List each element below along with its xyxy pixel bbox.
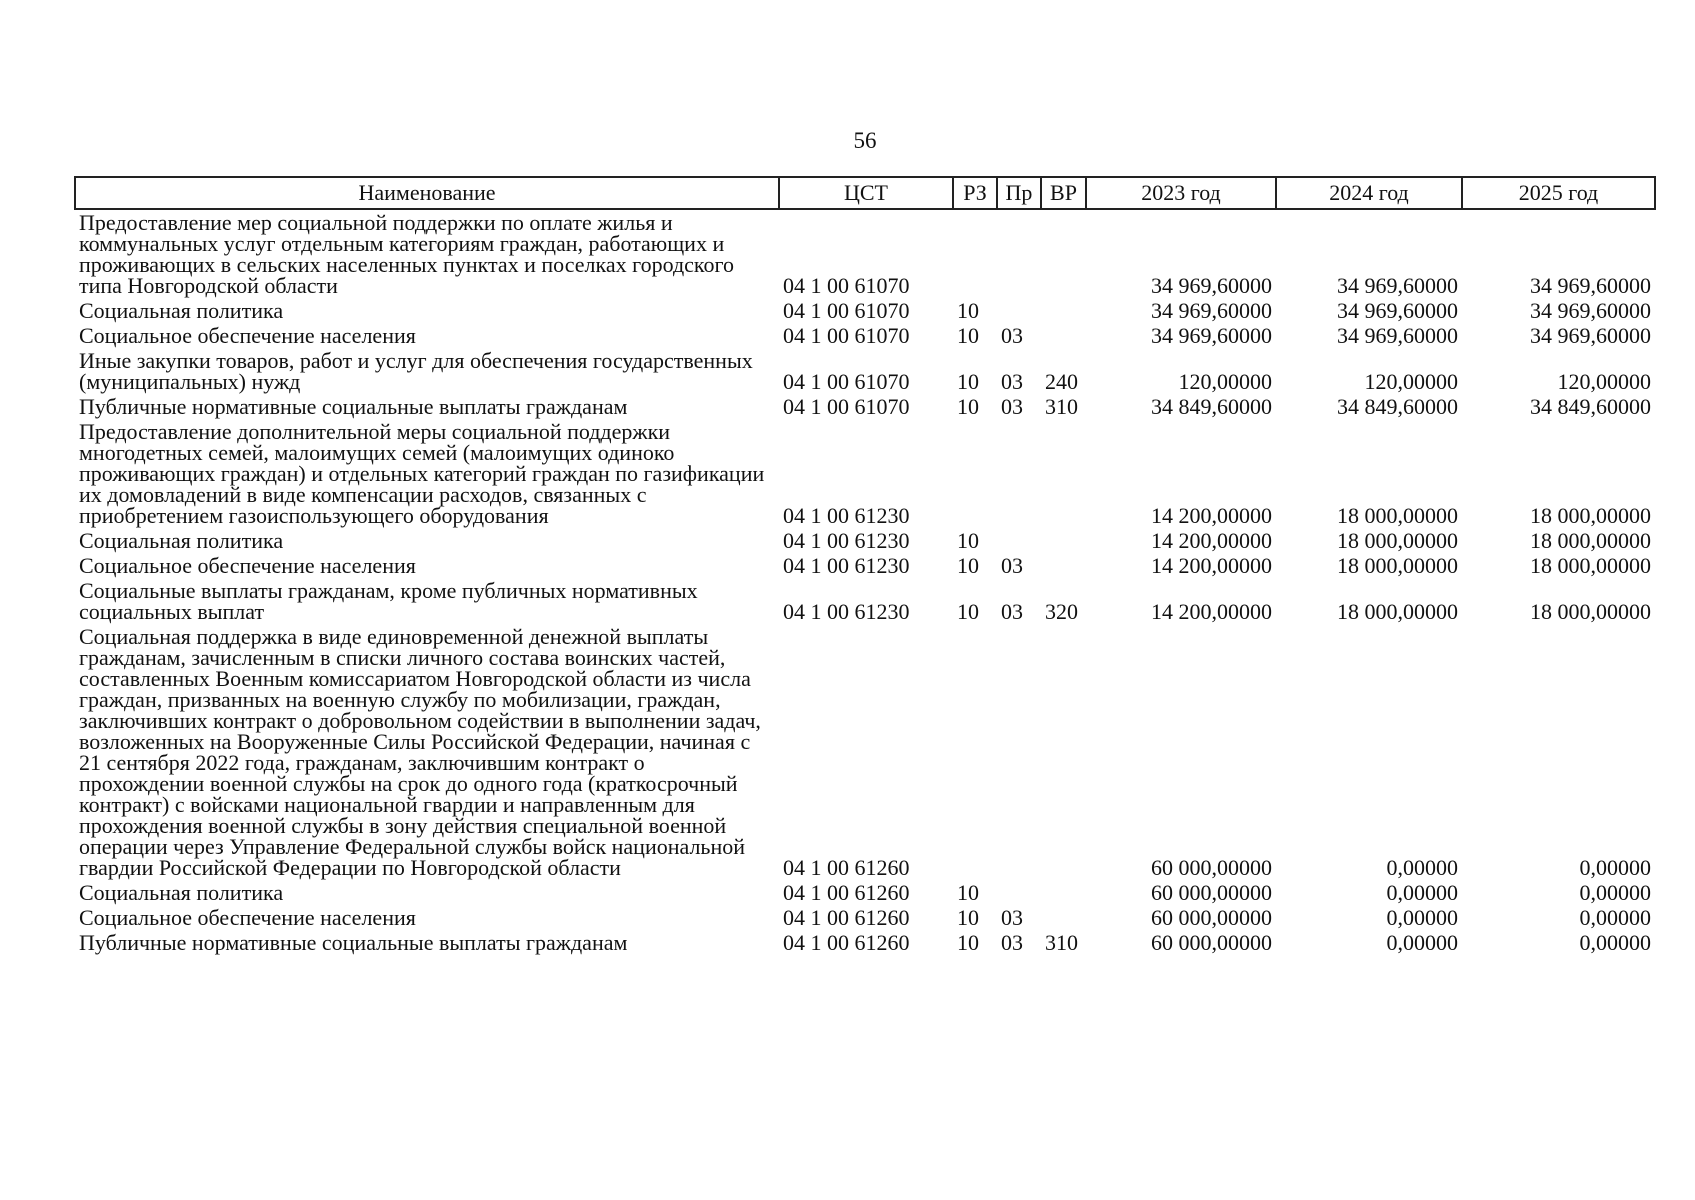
table-header <box>75 177 1655 209</box>
row-pr: 03 <box>1001 905 1023 930</box>
row-rz <box>953 419 997 528</box>
row-cst: 04 1 00 61070 <box>783 369 910 394</box>
row-rz <box>953 209 997 298</box>
row-cst: 04 1 00 61260 <box>783 930 910 955</box>
row-value-2023: 14 200,00000 <box>1151 553 1272 578</box>
row-rz: 10 <box>957 528 979 553</box>
row-cst: 04 1 00 61070 <box>783 394 910 419</box>
row-value-2024: 18 000,00000 <box>1337 503 1458 528</box>
page-number: 56 <box>853 128 877 153</box>
row-vr: 320 <box>1045 599 1078 624</box>
header-vr: ВР <box>1041 177 1086 209</box>
row-value-2025: 0,00000 <box>1579 905 1651 930</box>
row-value-2025: 34 969,60000 <box>1530 273 1651 298</box>
row-value-2025: 18 000,00000 <box>1530 553 1651 578</box>
row-value-2024: 0,00000 <box>1386 930 1458 955</box>
table-row <box>75 905 1655 930</box>
row-value-2025: 34 849,60000 <box>1530 394 1651 419</box>
row-rz: 10 <box>957 880 979 905</box>
row-name: Предоставление дополнительной меры социальной поддержки многодетных семей, малоимущих семей (малоимущих одиноко проживающих граждан) и отдельных категорий граждан по газификации их домовладений в виде компенсации расходов, связанных с приобретением газоиспользующего оборудования <box>79 419 765 528</box>
row-value-2023: 60 000,00000 <box>1151 930 1272 955</box>
row-vr <box>1041 528 1086 553</box>
row-value-2024: 34 969,60000 <box>1337 298 1458 323</box>
row-name: Социальная политика <box>79 298 284 323</box>
row-name: Социальное обеспечение населения <box>79 553 416 578</box>
row-cst: 04 1 00 61230 <box>783 503 910 528</box>
header-pr: Пр <box>997 177 1041 209</box>
row-name: Предоставление мер социальной поддержки по оплате жилья и коммунальных услуг отдельным категориям граждан, работающих и проживающих в сельских населенных пунктах и поселках городского типа Новгородской области <box>79 210 734 298</box>
row-value-2024: 0,00000 <box>1386 905 1458 930</box>
row-value-2025: 0,00000 <box>1579 855 1651 880</box>
row-value-2023: 34 969,60000 <box>1151 273 1272 298</box>
row-value-2025: 34 969,60000 <box>1530 298 1651 323</box>
row-pr <box>997 624 1041 880</box>
row-value-2023: 60 000,00000 <box>1151 905 1272 930</box>
row-pr: 03 <box>1001 394 1023 419</box>
row-cst: 04 1 00 61260 <box>783 880 910 905</box>
row-value-2024: 34 969,60000 <box>1337 323 1458 348</box>
table-row <box>75 209 1655 298</box>
table-row <box>75 880 1655 905</box>
row-pr: 03 <box>1001 323 1023 348</box>
row-vr: 310 <box>1045 930 1078 955</box>
row-vr <box>1041 553 1086 578</box>
row-vr <box>1041 298 1086 323</box>
budget-table <box>74 176 1656 955</box>
row-value-2023: 14 200,00000 <box>1151 503 1272 528</box>
row-vr <box>1041 880 1086 905</box>
row-rz: 10 <box>957 553 979 578</box>
row-value-2023: 14 200,00000 <box>1151 599 1272 624</box>
row-value-2023: 60 000,00000 <box>1151 855 1272 880</box>
row-name: Иные закупки товаров, работ и услуг для обеспечения государственных (муниципальных) нужд <box>79 348 753 394</box>
table-row <box>75 528 1655 553</box>
row-value-2025: 18 000,00000 <box>1530 528 1651 553</box>
header-name: Наименование <box>75 177 779 209</box>
table-row <box>75 930 1655 955</box>
row-cst: 04 1 00 61230 <box>783 599 910 624</box>
row-name: Социальная политика <box>79 528 284 553</box>
row-value-2024: 18 000,00000 <box>1337 599 1458 624</box>
row-cst: 04 1 00 61070 <box>783 298 910 323</box>
table-row <box>75 394 1655 419</box>
row-value-2025: 34 969,60000 <box>1530 323 1651 348</box>
row-vr: 310 <box>1045 394 1078 419</box>
row-value-2025: 0,00000 <box>1579 930 1651 955</box>
row-name: Социальная поддержка в виде единовременной денежной выплаты гражданам, зачисленным в списки личного состава воинских частей, составленных Военным комиссариатом Новгородской области из числа граждан, призванных на военную службу по мобилизации, граждан, заключивших контракт о добровольном содействии в выполнении задач, возложенных на Вооруженные Силы Российской Федерации, начиная с 21 сентября 2022 года, гражданам, заключившим контракт о прохождении военной службы на срок до одного года (краткосрочный контракт) с войсками национальной гвардии и направленным для прохождения военной службы в зону действия специальной военной операции через Управление Федеральной службы войск национальной гвардии Российской Федерации по Новгородской области <box>79 624 761 880</box>
row-vr <box>1041 905 1086 930</box>
row-name: Публичные нормативные социальные выплаты гражданам <box>79 930 628 955</box>
row-pr: 03 <box>1001 553 1023 578</box>
row-vr <box>1041 419 1086 528</box>
row-value-2025: 120,00000 <box>1557 369 1651 394</box>
table-body <box>75 209 1655 955</box>
table-row <box>75 578 1655 624</box>
header-2025: 2025 год <box>1462 177 1655 209</box>
header-row <box>75 177 1655 209</box>
table-row <box>75 419 1655 528</box>
row-value-2025: 18 000,00000 <box>1530 599 1651 624</box>
row-rz: 10 <box>957 323 979 348</box>
row-name: Публичные нормативные социальные выплаты гражданам <box>79 394 628 419</box>
row-value-2023: 60 000,00000 <box>1151 880 1272 905</box>
row-pr <box>997 880 1041 905</box>
row-rz: 10 <box>957 905 979 930</box>
row-pr <box>997 419 1041 528</box>
row-value-2025: 18 000,00000 <box>1530 503 1651 528</box>
row-pr <box>997 528 1041 553</box>
row-cst: 04 1 00 61230 <box>783 553 910 578</box>
row-cst: 04 1 00 61070 <box>783 323 910 348</box>
row-value-2023: 14 200,00000 <box>1151 528 1272 553</box>
row-pr <box>997 298 1041 323</box>
row-vr <box>1041 624 1086 880</box>
row-value-2024: 120,00000 <box>1364 369 1458 394</box>
table-row <box>75 553 1655 578</box>
row-vr: 240 <box>1045 369 1078 394</box>
row-value-2025: 0,00000 <box>1579 880 1651 905</box>
row-name: Социальные выплаты гражданам, кроме публичных нормативных социальных выплат <box>79 578 698 624</box>
row-name: Социальное обеспечение населения <box>79 323 416 348</box>
row-value-2023: 34 849,60000 <box>1151 394 1272 419</box>
row-value-2024: 34 849,60000 <box>1337 394 1458 419</box>
row-pr <box>997 209 1041 298</box>
table-row <box>75 298 1655 323</box>
row-rz: 10 <box>957 599 979 624</box>
row-rz: 10 <box>957 930 979 955</box>
header-cst: ЦСТ <box>779 177 953 209</box>
row-value-2023: 120,00000 <box>1178 369 1272 394</box>
row-cst: 04 1 00 61260 <box>783 855 910 880</box>
row-rz: 10 <box>957 394 979 419</box>
header-2024: 2024 год <box>1276 177 1462 209</box>
row-rz <box>953 624 997 880</box>
row-cst: 04 1 00 61230 <box>783 528 910 553</box>
row-cst: 04 1 00 61260 <box>783 905 910 930</box>
row-name: Социальная политика <box>79 880 284 905</box>
row-value-2024: 18 000,00000 <box>1337 553 1458 578</box>
row-pr: 03 <box>1001 930 1023 955</box>
row-name: Социальное обеспечение населения <box>79 905 416 930</box>
table-row <box>75 348 1655 394</box>
table-row <box>75 323 1655 348</box>
row-rz: 10 <box>957 298 979 323</box>
row-vr <box>1041 323 1086 348</box>
row-value-2023: 34 969,60000 <box>1151 323 1272 348</box>
header-2023: 2023 год <box>1086 177 1276 209</box>
row-value-2024: 34 969,60000 <box>1337 273 1458 298</box>
row-value-2024: 0,00000 <box>1386 855 1458 880</box>
row-value-2024: 0,00000 <box>1386 880 1458 905</box>
row-cst: 04 1 00 61070 <box>783 273 910 298</box>
row-rz: 10 <box>957 369 979 394</box>
row-pr: 03 <box>1001 369 1023 394</box>
header-rz: РЗ <box>953 177 997 209</box>
row-value-2024: 18 000,00000 <box>1337 528 1458 553</box>
table-row <box>75 624 1655 880</box>
row-vr <box>1041 209 1086 298</box>
row-pr: 03 <box>1001 599 1023 624</box>
row-value-2023: 34 969,60000 <box>1151 298 1272 323</box>
